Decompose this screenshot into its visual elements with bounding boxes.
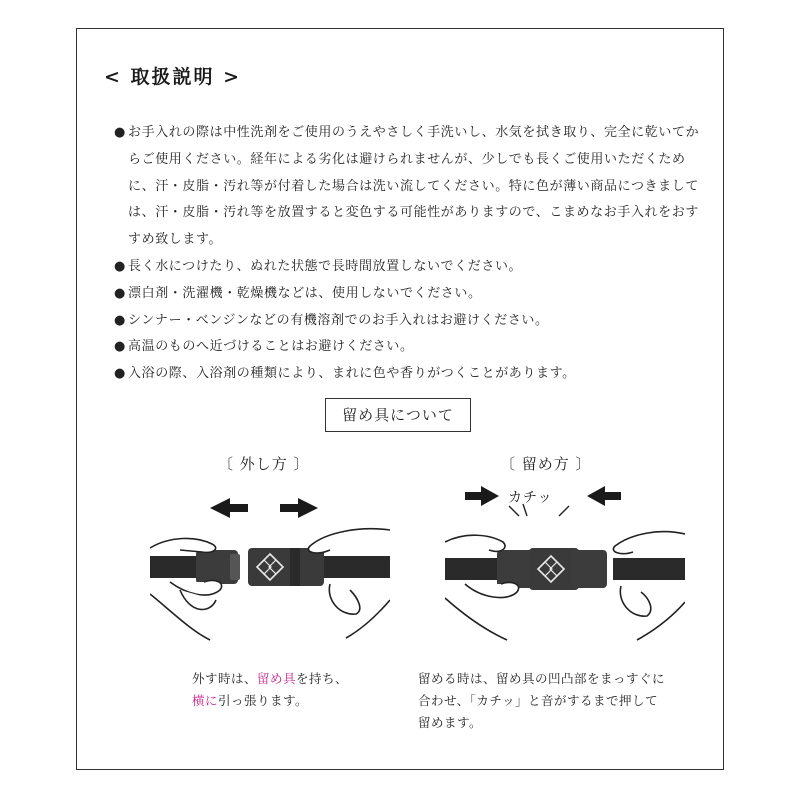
- care-note-text: 長く水につけたり、ぬれた状態で長時間放置しないでください。: [128, 258, 523, 274]
- bullet-icon: ●: [114, 125, 126, 140]
- care-notes-list: [114, 120, 704, 388]
- care-note: [114, 254, 704, 281]
- caption-text: 引っ張ります。: [218, 693, 309, 708]
- attach-illustration: [445, 480, 685, 650]
- care-note-text: 入浴の際、入浴剤の種類により、まれに色や香りがつくことがあります。: [128, 366, 576, 382]
- caption-line: 留めます。: [418, 715, 483, 730]
- clasp-section-heading: 留め具について: [325, 398, 471, 432]
- attach-caption: [418, 668, 665, 734]
- caption-text: を持ち、: [296, 671, 349, 686]
- care-note: [114, 308, 704, 335]
- care-note: [114, 334, 704, 361]
- bullet-icon: ●: [114, 285, 126, 301]
- care-note-text: 高温のものへ近づけることはお避けください。: [128, 339, 414, 355]
- care-note: [114, 120, 704, 254]
- caption-highlight: 留め具: [257, 671, 297, 686]
- attach-heading: 〔 留め方 〕: [500, 455, 592, 473]
- caption-highlight: 横に: [192, 693, 219, 708]
- bullet-icon: ●: [114, 339, 126, 355]
- page-title: < 取扱説明 >: [104, 66, 242, 88]
- arrow-left-icon: [210, 498, 248, 518]
- bullet-icon: ●: [114, 258, 126, 274]
- click-sound-label: カチッ: [508, 490, 553, 506]
- care-note: [114, 361, 704, 388]
- caption-line: 留める時は、留め具の凹凸部をまっすぐに: [418, 671, 666, 686]
- caption-text: 外す時は、: [192, 671, 258, 686]
- caption-line: 合わせ、「カチッ」と音がするまで押して: [418, 693, 659, 708]
- remove-heading: 〔 外し方 〕: [218, 455, 310, 473]
- care-note-text: お手入れの際は中性洗剤をご使用のうえやさしく手洗いし、水気を拭き取り、完全に乾いてからご使用ください。経年による劣化は避けられませんが、少しでも長くご使用いただくために、汗・皮脂・汚れ等が付着した場合は洗い流してください。特に色が薄い商品につきましては、汗・皮脂・汚れ等を放置すると変色する可能性がありますので、こまめなお手入れをおすすめ致します。: [128, 125, 700, 248]
- care-note: [114, 281, 704, 308]
- caption-line: [192, 690, 348, 712]
- arrow-right-icon: [465, 486, 499, 506]
- bullet-icon: ●: [114, 312, 126, 328]
- care-note-text: 漂白剤・洗濯機・乾燥機などは、使用しないでください。: [128, 285, 482, 301]
- remove-illustration: [150, 490, 390, 650]
- bullet-icon: ●: [114, 366, 126, 382]
- arrow-right-icon: [280, 498, 318, 518]
- arrow-left-icon: [587, 486, 621, 506]
- care-note-text: シンナー・ベンジンなどの有機溶剤でのお手入れはお避けください。: [128, 312, 549, 328]
- caption-line: [192, 668, 348, 690]
- remove-caption: [192, 668, 348, 712]
